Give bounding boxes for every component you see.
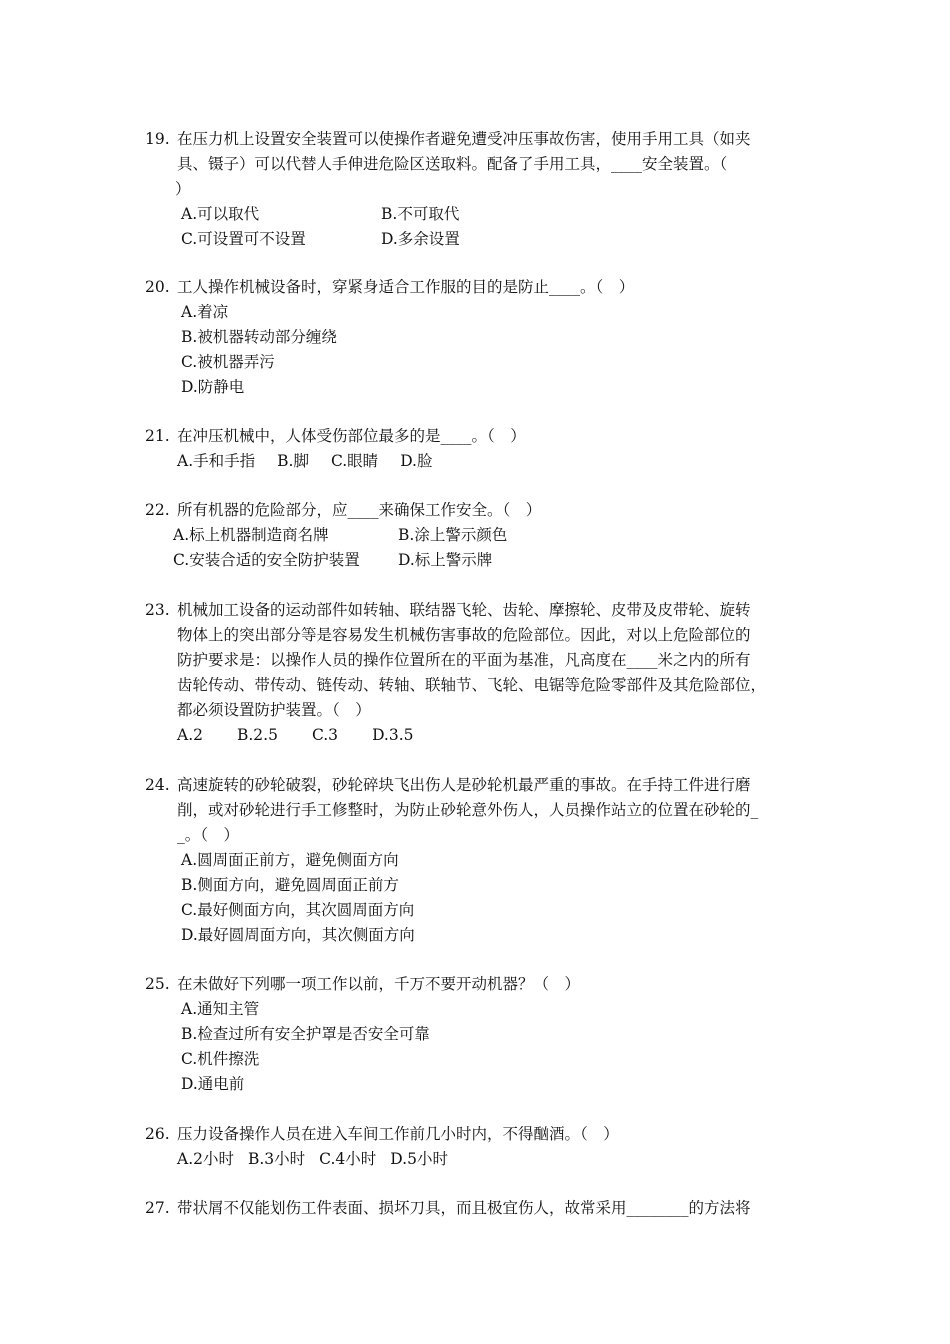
question-number: 21.: [145, 427, 170, 445]
question-stem: [177, 972, 815, 997]
option-b: B.2.5: [236, 726, 278, 744]
option-a: A.标上机器制造商名牌: [173, 526, 329, 544]
option-d: D.通电前: [181, 1075, 245, 1093]
option-c: C.眼睛: [330, 452, 379, 470]
question-23: [145, 598, 815, 748]
option-c: C.最好侧面方向，其次圆周面方向: [181, 901, 415, 919]
option-b: B.3小时: [247, 1150, 306, 1168]
option-a: A.2小时: [177, 1150, 234, 1168]
option-b: B.侧面方向，避免圆周面正前方: [181, 876, 399, 894]
option-a: A.圆周面正前方，避免侧面方向: [181, 851, 399, 869]
option-d: D.标上警示牌: [398, 551, 493, 569]
options: [181, 997, 815, 1097]
option-d: D.最好圆周面方向，其次侧面方向: [181, 926, 415, 944]
stem-line: 具、镊子）可以代替人手伸进危险区送取料。配备了手用工具，____安全装置。（: [177, 155, 728, 173]
stem-line: 物体上的突出部分等是容易发生机械伤害事故的危险部位。因此，对以上危险部位的: [177, 626, 751, 644]
option-c: C.4小时: [319, 1150, 377, 1168]
option-c: C.被机器弄污: [181, 353, 275, 371]
option-b: B.涂上警示颜色: [398, 526, 508, 544]
stem-line: 在冲压机械中，人体受伤部位最多的是____。（ ）: [177, 427, 526, 445]
stem-line: 工人操作机械设备时，穿紧身适合工作服的目的是防止____。（ ）: [177, 278, 635, 296]
question-26: [145, 1122, 815, 1172]
question-stem: [177, 1122, 815, 1147]
options: [173, 523, 815, 573]
question-number: 23.: [145, 601, 170, 619]
stem-line: _。（ ）: [177, 826, 240, 844]
option-c: C.3: [311, 726, 339, 744]
option-d: D.多余设置: [381, 230, 460, 248]
stem-line: 齿轮传动、带传动、链传动、转轴、联轴节、飞轮、电锯等危险零部件及其危险部位，: [177, 676, 767, 694]
stem-line: ）: [175, 180, 191, 198]
option-a: A.手和手指: [177, 452, 256, 470]
stem-line: 压力设备操作人员在进入车间工作前几小时内，不得酗酒。（ ）: [177, 1125, 619, 1143]
options: [181, 300, 815, 400]
option-a: A.通知主管: [181, 1000, 260, 1018]
option-a: A.着凉: [181, 303, 229, 321]
question-24: [145, 773, 815, 948]
question-number: 27.: [145, 1199, 170, 1217]
question-number: 20.: [145, 278, 170, 296]
question-19: [145, 127, 815, 252]
stem-line: 都必须设置防护装置。（ ）: [177, 701, 371, 719]
stem-line: 机械加工设备的运动部件如转轴、联结器飞轮、齿轮、摩擦轮、皮带及皮带轮、旋转: [177, 601, 751, 619]
question-number: 24.: [145, 776, 170, 794]
options: [181, 848, 815, 948]
question-stem: [177, 275, 815, 300]
question-stem: [177, 1196, 815, 1221]
stem-line: 高速旋转的砂轮破裂，砂轮碎块飞出伤人是砂轮机最严重的事故。在手持工件进行磨: [177, 776, 751, 794]
stem-line: 在未做好下列哪一项工作以前，千万不要开动机器？（ ）: [177, 975, 581, 993]
stem-line: 防护要求是：以操作人员的操作位置所在的平面为基准，凡高度在____米之内的所有: [177, 651, 751, 669]
option-b: B.检查过所有安全护罩是否安全可靠: [181, 1025, 430, 1043]
question-22: [145, 498, 815, 573]
option-c: C.安装合适的安全防护装置: [173, 551, 360, 569]
option-d: D.5小时: [390, 1150, 448, 1168]
question-27: [145, 1196, 815, 1221]
question-stem: [177, 773, 815, 848]
option-b: B.脚: [277, 452, 309, 470]
question-stem: [177, 127, 815, 202]
stem-line: 带状屑不仅能划伤工件表面、损坏刀具，而且极宜伤人，故常采用________的方法将: [177, 1199, 751, 1217]
option-b: B.不可取代: [381, 205, 460, 223]
option-a: A.2: [177, 726, 203, 744]
question-number: 25.: [145, 975, 170, 993]
options: [177, 723, 815, 748]
question-stem: [177, 598, 815, 723]
options: [177, 449, 815, 474]
option-a: A.可以取代: [181, 205, 260, 223]
question-stem: [177, 498, 815, 523]
stem-line: 所有机器的危险部分，应____来确保工作安全。（ ）: [177, 501, 542, 519]
question-20: [145, 275, 815, 400]
options: [181, 202, 815, 252]
question-number: 19.: [145, 130, 170, 148]
question-number: 26.: [145, 1125, 170, 1143]
stem-line: 在压力机上设置安全装置可以使操作者避免遭受冲压事故伤害，使用手用工具（如夹: [177, 130, 751, 148]
option-d: D.脸: [400, 452, 433, 470]
question-21: [145, 424, 815, 474]
options: [177, 1147, 815, 1172]
question-number: 22.: [145, 501, 170, 519]
stem-line: 削，或对砂轮进行手工修整时，为防止砂轮意外伤人，人员操作站立的位置在砂轮的_: [177, 801, 759, 819]
option-d: D.防静电: [181, 378, 245, 396]
question-stem: [177, 424, 815, 449]
option-c: C.可设置可不设置: [181, 230, 306, 248]
question-25: [145, 972, 815, 1097]
option-b: B.被机器转动部分缠绕: [181, 328, 337, 346]
option-d: D.3.5: [372, 726, 414, 744]
option-c: C.机件擦洗: [181, 1050, 260, 1068]
